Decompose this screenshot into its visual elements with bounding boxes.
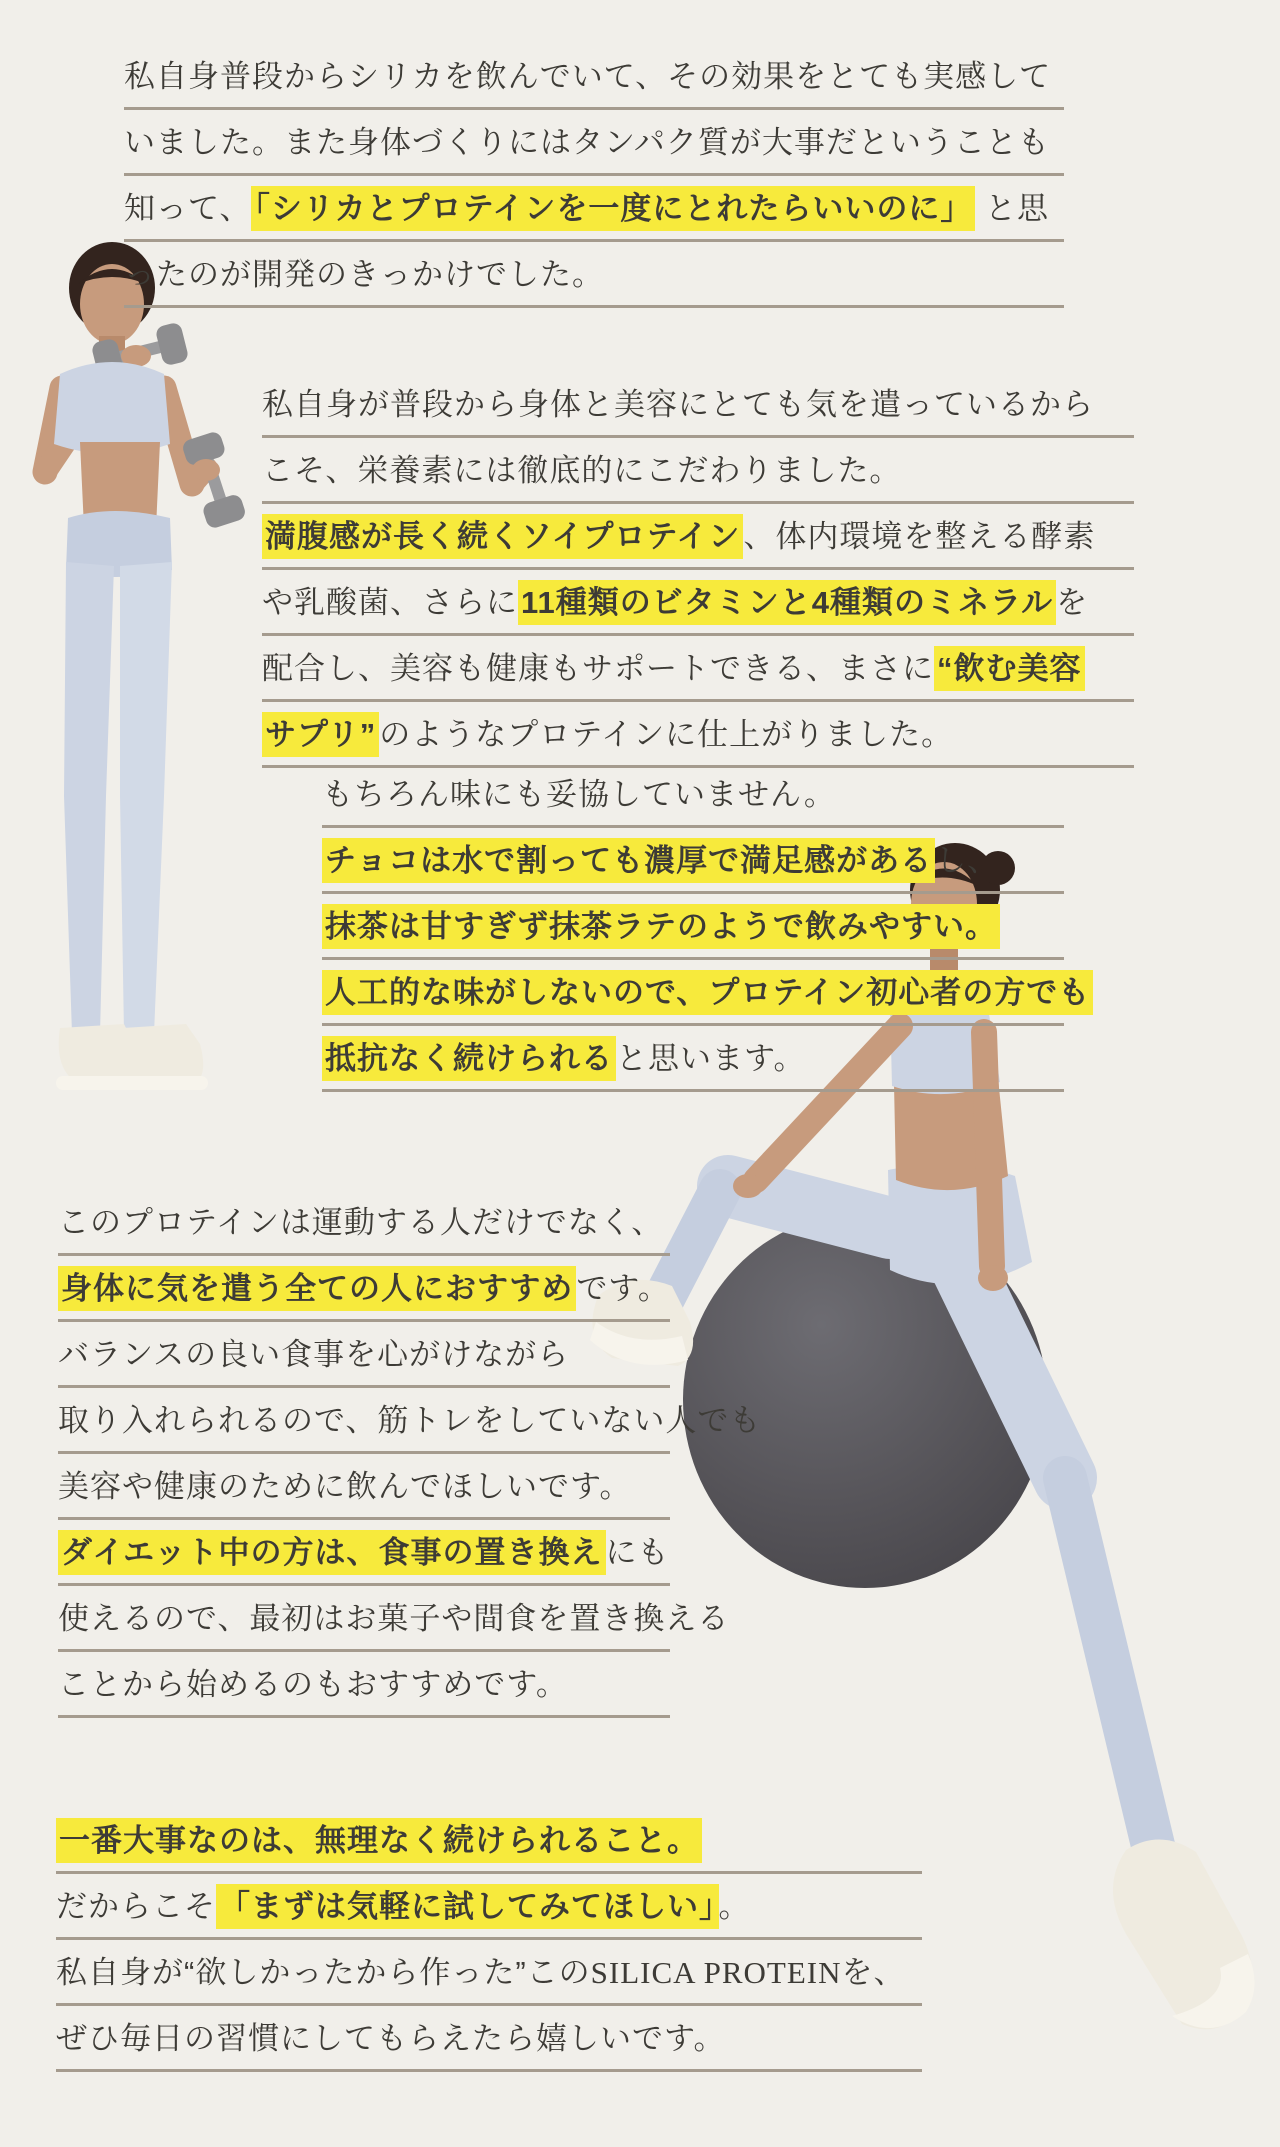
text-line-content	[262, 514, 1095, 559]
text-line-content	[262, 382, 1094, 427]
text-line	[58, 1190, 670, 1256]
text-line-content	[56, 1884, 751, 1929]
paragraph-taste	[322, 762, 1091, 1092]
text-line	[58, 1454, 670, 1520]
text-line-content	[262, 712, 953, 757]
highlighted-text: チョコは水で割っても濃厚で満足感がある	[322, 838, 935, 883]
body-text: バランスの良い食事を心がけながら	[58, 1337, 570, 1372]
body-text: こそ、栄養素には徹底的にこだわりました。	[262, 453, 902, 488]
left-leg	[64, 562, 114, 1034]
text-line-content	[124, 186, 1049, 231]
body-text: 私自身が“欲しかったから作った”この	[56, 1955, 591, 1990]
highlighted-text: 抹茶は甘すぎず抹茶ラテのようで飲みやすい。	[322, 904, 1000, 949]
highlighted-text: ダイエット中の方は、食事の置き換え	[58, 1530, 606, 1575]
text-line-content	[322, 970, 1093, 1015]
highlighted-text: 人工的な味がしないので、プロテイン初心者の方でも	[322, 970, 1093, 1015]
text-line-content	[58, 1332, 569, 1377]
text-line	[322, 894, 1064, 960]
text-line-content	[58, 1200, 663, 1245]
body-text: を、	[841, 1955, 906, 1990]
body-text: だからこそ	[56, 1889, 216, 1924]
paragraph-recommendation	[58, 1190, 762, 1718]
highlighted-text: 11種類のビタミンと4種類のミネラル	[518, 580, 1056, 625]
text-line	[58, 1388, 762, 1454]
text-line-content	[124, 54, 1051, 99]
text-line	[56, 1808, 922, 1874]
body-text: 。	[718, 1889, 751, 1924]
body-text: 私自身普段からシリカを飲んでいて、その効果をとても実感して	[124, 59, 1052, 94]
body-text: 知って、	[124, 191, 252, 226]
text-line	[58, 1322, 670, 1388]
text-line	[322, 1026, 1064, 1092]
front-hand	[733, 1174, 763, 1198]
text-line	[124, 44, 1064, 110]
text-line-content	[58, 1530, 670, 1575]
text-line-content	[322, 1036, 806, 1081]
text-line-content	[322, 772, 836, 817]
text-line-content	[262, 448, 901, 493]
text-line-content	[262, 580, 1088, 625]
body-text: もちろん味にも妥協していません。	[322, 777, 836, 812]
body-text: ぜひ毎日の習慣にしてもらえたら嬉しいです。	[56, 2021, 726, 2056]
body-text: 配合し、美容も健康もサポートできる、まさに	[262, 651, 934, 686]
text-line	[124, 242, 1064, 308]
text-line	[58, 1652, 670, 1718]
text-line	[322, 762, 1064, 828]
text-line-content	[58, 1398, 761, 1443]
body-text: 美容や健康のために飲んでほしいです。	[58, 1469, 632, 1504]
body-text: 使えるので、最初はお菓子や間食を置き換える	[58, 1601, 730, 1636]
standing-woman-illustration	[0, 236, 250, 1116]
body-text: です。	[576, 1271, 670, 1306]
body-text: し、	[935, 843, 1000, 878]
body-text: ったのが開発のきっかけでした。	[124, 257, 604, 292]
body-text: のようなプロテインに仕上がりました。	[379, 717, 954, 752]
right-sole	[120, 1076, 208, 1090]
text-line	[262, 702, 1134, 768]
body-text: を	[1056, 585, 1089, 620]
text-line	[124, 110, 1064, 176]
paragraph-closing-message	[56, 1808, 922, 2072]
extended-calf	[1065, 1478, 1156, 1858]
body-text: と思	[975, 191, 1050, 226]
text-line	[56, 1874, 922, 1940]
highlighted-text: 「シリカとプロテインを一度にとれたらいいのに」	[251, 186, 975, 231]
body-text: SILICA PROTEIN	[590, 1955, 842, 1990]
body-text: いました。また身体づくりにはタンパク質が大事だということも	[124, 125, 1050, 160]
rear-hand	[978, 1265, 1008, 1291]
text-line-content	[56, 1950, 905, 1995]
body-text: ことから始めるのもおすすめです。	[58, 1667, 568, 1702]
text-line	[262, 372, 1134, 438]
text-line	[322, 828, 1064, 894]
body-text: にも	[605, 1535, 670, 1570]
text-line-content	[322, 904, 1000, 949]
text-line-content	[58, 1662, 568, 1707]
text-line-content	[56, 2016, 726, 2061]
text-line	[262, 570, 1134, 636]
text-line	[56, 1940, 922, 2006]
text-line	[58, 1256, 670, 1322]
body-text: 私自身が普段から身体と美容にとても気を遣っているから	[262, 387, 1094, 422]
text-line	[58, 1586, 730, 1652]
paragraph-nutrition-commitment	[262, 372, 1134, 768]
text-line-content	[124, 120, 1050, 165]
body-text: 、体内環境を整える酵素	[743, 519, 1096, 554]
text-line-content	[58, 1464, 632, 1509]
text-line	[56, 2006, 922, 2072]
body-text: や乳酸菌、さらに	[262, 585, 518, 620]
body-text: このプロテインは運動する人だけでなく、	[58, 1205, 664, 1240]
body-text: と思います。	[616, 1041, 806, 1076]
text-line-content	[322, 838, 999, 883]
text-line	[262, 438, 1134, 504]
text-line-content	[56, 1818, 702, 1863]
right-sneaker	[121, 1024, 203, 1082]
highlighted-text: サプリ”	[262, 712, 379, 757]
right-leg	[120, 562, 172, 1034]
standing-woman-photo	[0, 236, 250, 1116]
highlighted-text: “飲む美容	[934, 646, 1085, 691]
text-line-content	[58, 1596, 729, 1641]
text-line	[262, 504, 1134, 570]
body-text: 取り入れられるので、筋トレをしていない人でも	[58, 1403, 762, 1438]
highlighted-text: 一番大事なのは、無理なく続けられること。	[56, 1818, 702, 1863]
text-line-content	[262, 646, 1085, 691]
sports-bra	[54, 362, 170, 454]
highlighted-text: 抵抗なく続けられる	[322, 1036, 616, 1081]
text-line-content	[58, 1266, 670, 1311]
highlighted-text: 満腹感が長く続くソイプロテイン	[262, 514, 743, 559]
text-line	[124, 176, 1064, 242]
text-line	[58, 1520, 670, 1586]
right-hand	[192, 459, 220, 481]
text-line-content	[124, 252, 604, 297]
text-line	[262, 636, 1134, 702]
highlighted-text: 身体に気を遣う全ての人におすすめ	[58, 1266, 576, 1311]
text-line	[322, 960, 1091, 1026]
paragraph-development-origin	[124, 44, 1064, 308]
highlighted-text: 「まずは気軽に試してみてほしい」	[216, 1884, 719, 1929]
